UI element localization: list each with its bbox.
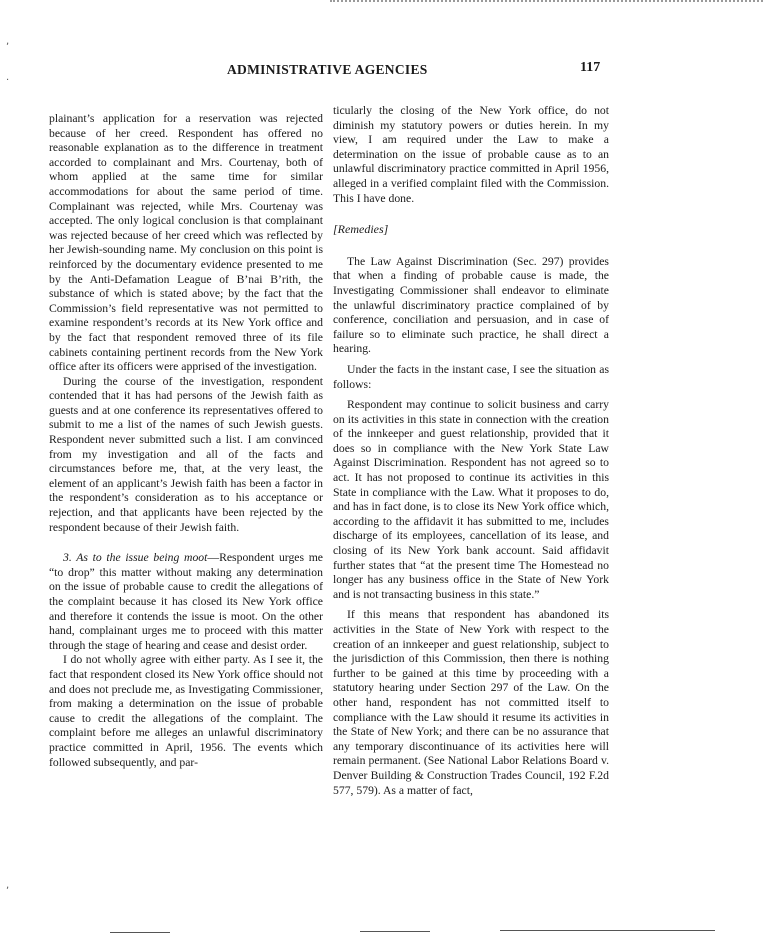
right-paragraph-1: ticularly the closing of the New York office, do not diminish my statutory powers or duties herein. In my view, I am required under the Law to make a determination on the issue of probable cause as to an unlawful discriminatory practice committed in April 1956, alleged in a verified complaint filed with the Commission. This I have done. xyxy=(333,104,609,205)
left-paragraph-2: During the course of the investigation, respondent contended that it has had persons of the Jewish faith as guests and at one conference its representatives offered to submit to me a list of the names of such Jewish guests. Respondent never submitted such a list. I am convinced from my investigation and all of the facts and circumstances before me, that, at the very least, the element of an applicant’s Jewish faith has been a factor in the respondent’s consideration as to his acceptance or rejection, and that applicants have been rejected by the respondent because of their Jewish faith. xyxy=(49,374,323,534)
right-paragraph-5: If this means that respondent has abandoned its activities in the State of New York with respect to the creation of an innkeeper and guest relationship, subject to the jurisdiction of this Commission, then there is nothing further to be gained at this time by proceeding with a statutory hearing under Section 297 of the Law. On the other hand, respondent has not committed itself to compliance with the Law should it resume its activities in the State of New York; and there can be no assurance that any temporary discontinuance of its activities here will remain permanent. (See National Labor Relations Board v. Denver Building & Construction Trades Council, 192 F.2d 577, 579). As a matter of fact, xyxy=(333,608,609,797)
section-heading-moot: 3. As to the issue being moot xyxy=(63,551,208,565)
bottom-scan-line xyxy=(110,932,170,933)
bottom-scan-line xyxy=(360,931,430,932)
right-paragraph-4: Respondent may continue to solicit business and carry on its activities in this state in connection with the creation of the innkeeper and guest relationship, provided that it does so in compliance with the New York State Law Against Discrimination. Respondent has not agreed so to act. It has not proposed to continue its activities in this State in compliance with the Law. What it proposes to do, and has in fact done, is to close its New York office which, according to the affidavit it has submitted to me, includes discharge of its employees, cancellation of its lease, and closing of its New York bank account. Said affidavit further states that “at the present time The Homestead no longer has any business office in the State of New York and is not transacting business in this state.” xyxy=(333,398,609,601)
page-number: 117 xyxy=(580,60,601,75)
left-column xyxy=(49,112,323,770)
right-paragraph-3: Under the facts in the instant case, I see the situation as follows: xyxy=(333,362,609,391)
left-paragraph-4: I do not wholly agree with either party. As I see it, the fact that respondent closed its New York office should not and does not preclude me, as Investigating Commissioner, from making a determination on the issue of probable cause to credit the allegations of the complaint. The complaint before me alleges an unlawful discriminatory practice committed in April, 1956. The events which followed subsequently, and par- xyxy=(49,653,323,769)
margin-tick-mark: , xyxy=(6,880,10,891)
margin-tick-mark: , xyxy=(6,36,10,47)
right-column xyxy=(333,104,609,798)
running-title: ADMINISTRATIVE AGENCIES xyxy=(227,62,428,77)
margin-tick-mark: . xyxy=(6,72,10,83)
left-paragraph-3 xyxy=(49,551,323,653)
remedies-heading: [Remedies] xyxy=(333,222,389,237)
left-paragraph-3-body: —Respondent urges me “to drop” this matter without making any determination on the issue of probable cause to credit the allegations of the complaint because it has closed its New York office and therefore it contends the issue is moot. On the other hand, complainant urges me to proceed with this matter through the stage of hearing and cease and desist order. xyxy=(49,551,323,652)
right-paragraph-2: The Law Against Discrimination (Sec. 297) provides that when a finding of probable cause is made, the Investigating Commissioner shall endeavor to eliminate the unlawful discriminatory practice complained of by conference, conciliation and persuasion, and in case of failure so to eliminate such practice, he shall direct a hearing. xyxy=(333,254,609,356)
left-paragraph-1: plainant’s application for a reservation was rejected because of her creed. Respondent has offered no reasonable explanation as to the difference in treatment accorded to complainant and Mrs. Courtenay, both of whom applied at the same time for similar accommodations for about the same period of time. Complainant was rejected, while Mrs. Courtenay was accepted. The only logical conclusion is that complainant was rejected because of her creed which was reflected by her Jewish-sounding name. My conclusion on this point is reinforced by the documentary evidence presented to me by the Anti-Defamation League of B’nai B’rith, the substance of which is stated above; by the fact that the Commission’s field representative was not permitted to examine respondent’s records at its New York office and by the fact that respondent removed three of its file cabinets containing pertinent records from the New York office after its officers were apprised of the investigation. xyxy=(49,112,323,374)
top-dotted-edge xyxy=(330,0,763,6)
bottom-scan-line xyxy=(500,930,715,931)
